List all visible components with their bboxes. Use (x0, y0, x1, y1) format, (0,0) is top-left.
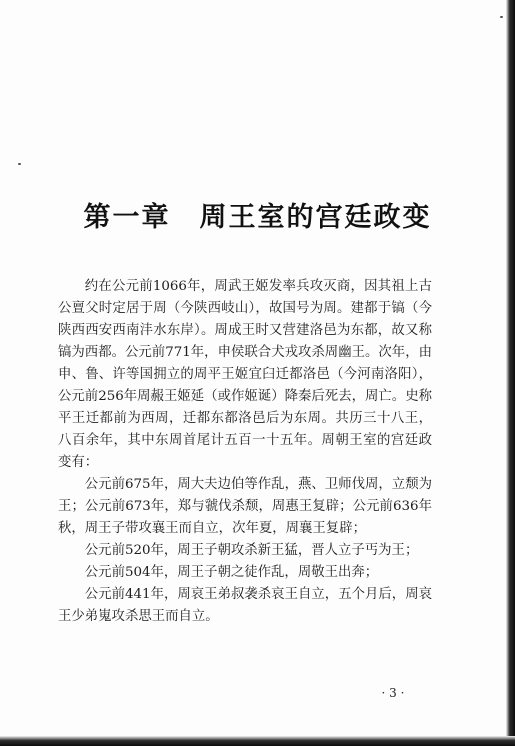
print-speck (500, 16, 503, 18)
page-number: · 3 · (381, 686, 405, 700)
print-speck (18, 163, 21, 165)
paragraph: 公元前441年，周哀王弟叔袭杀哀王自立，五个月后，周哀王少弟嵬攻杀思王而自立。 (58, 587, 432, 624)
page-edge-shadow-right (506, 0, 515, 746)
chapter-title: 第一章 周王室的宫廷政变 (83, 202, 432, 233)
paragraph: 公元前520年，周王子朝攻杀新王猛，晋人立子丐为王； (84, 543, 419, 558)
paragraph: 公元前675年，周大夫边伯等作乱，燕、卫师伐周，立颓为王；公元前673年，郑与虢伐杀颓，周惠王复辟；公元前636年秋，周王子带攻襄王而自立，次年夏，周襄王复辟； (58, 477, 432, 536)
page-edge-shadow-bottom (0, 736, 515, 746)
body-text (58, 276, 432, 628)
paragraph: 约在公元前1066年，周武王姬发率兵攻灭商，因其祖上古公亶父时定居于周（今陕西岐山），故国号为周。建都于镐（今陕西西安西南沣水东岸）。周成王时又营建洛邑为东都，故又称镐为西都。公元前771年，申侯联合犬戎攻杀周幽王。次年，由申、鲁、许等国拥立的周平王姬宜臼迁都洛邑（今河南洛阳），公元前256年周赧王姬延（或作姬诞）降秦后死去，周亡。史称平王迁都前为西周，迁都东都洛邑后为东周。共历三十八王，八百余年，其中东周首尾计五百一十五年。周朝王室的宫廷政变有： (58, 279, 432, 470)
paragraph: 公元前504年，周王子朝之徒作乱，周敬王出奔； (84, 565, 379, 580)
